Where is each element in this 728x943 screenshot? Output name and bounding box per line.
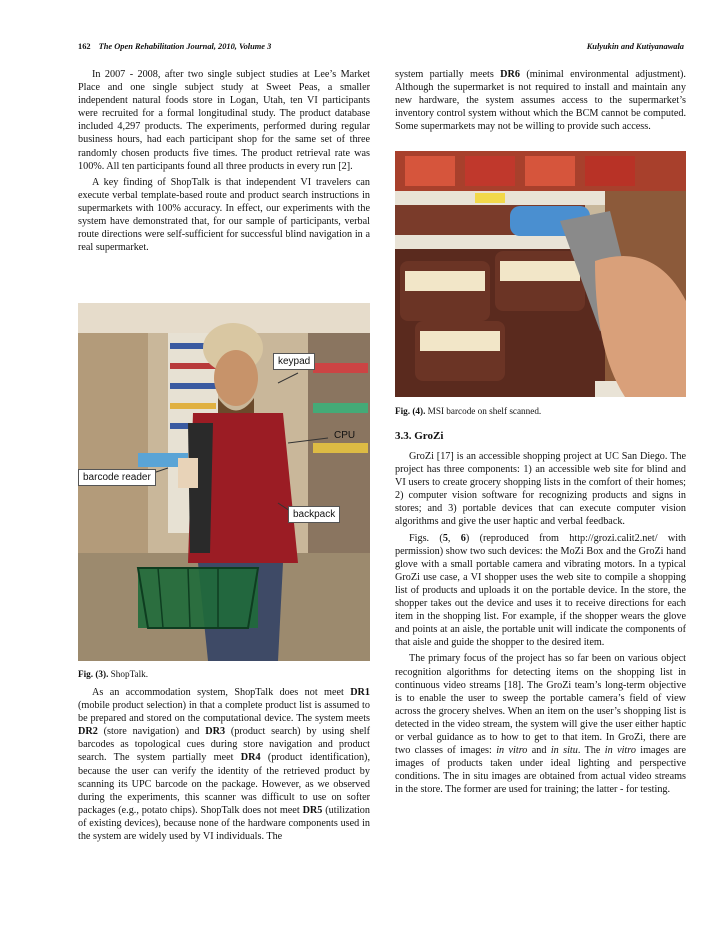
label-keypad: keypad xyxy=(273,353,315,370)
section-title: 3.3. GroZi xyxy=(395,430,444,442)
figure-3-caption xyxy=(78,669,148,679)
paragraph: As an accommodation system, ShopTalk does not meet DR1 (mobile product selection) in that a complete product list is assumed to be prepared and stored on the computational device. The system meets DR2 (store navigation) and DR3 (product search) by using shelf barcodes as topological cues during store navigation and product search. The system partially meet DR4 (product identification), because the user can verify the identity of the retrieved product by scanning its UPC barcode on the package. However, as we observed during the experiments, this scanner was difficult to use on softer packages (e.g., potato chips). ShopTalk does not meet DR5 (utilization of existing devices), because none of the hardware components used in the system are widely used by VI individuals. The xyxy=(78,687,370,843)
right-column-top xyxy=(395,68,686,136)
paragraph: system partially meets DR6 (minimal environmental adjustment). Although the supermarket is not required to install and maintain any new hardware, the system assumes access to the supermarket’s inventory control system without which the BCM cannot be computed. Some supermarkets may not be willing to provide such access. xyxy=(395,69,686,133)
authors: Kulyukin and Kutiyanawala xyxy=(586,42,684,51)
left-column-bottom xyxy=(78,686,370,846)
caption-text: MSI barcode on shelf scanned. xyxy=(427,406,542,416)
caption-text: ShopTalk. xyxy=(110,669,149,679)
paragraph: The primary focus of the project has so far been on various object recognition algorithms for detecting items on the shopping list in continuous video streams [18]. The GroZi team’s long-term objective is to enable the user to sweep the portable camera’s field of view across the grocery shelves. When an item on the user’s shopping list is detected in the video stream, the system will give the user either haptic or verbal guidance as to how to get to that item. In GroZi, there are two classes of images: in vitro and in situ. The in vitro images are images of products taken under ideal lighting and perspective conditions. The in situ images are obtained from actual video streams in the store. The former are used for training; the latter - for testing. xyxy=(395,653,686,796)
caption-label: Fig. (4). xyxy=(395,406,426,416)
page-number: 162 xyxy=(78,42,91,51)
left-column-top xyxy=(78,68,370,257)
paragraph: In 2007 - 2008, after two single subject studies at Lee’s Market Place and one single subject study at Sweet Peas, a smaller independent natural foods store in Logan, Utah, ten VI participants were recruited for a formal longitudinal study. The product database included 4,297 products. The experiments, performed during regular business hours, had each participant shop for the same set of three randomly chosen products five times. The product retrieval rate was 100%. All ten participants found all three products in every run [2]. xyxy=(78,69,370,172)
right-column-bottom xyxy=(395,450,686,799)
barcode-shelf-photo xyxy=(395,151,686,397)
paragraph: GroZi [17] is an accessible shopping project at UC San Diego. The project has three components: 1) an accessible web site for blind and VI users to create grocery shopping lists in the comfort of their homes; 2) computer vision software for recognizing products and signs in stores; and 3) portable devices that can execute computer vision algorithms and give the user haptic and verbal feedback. xyxy=(395,451,686,528)
figure-4-caption xyxy=(395,406,541,416)
figure-4-photo xyxy=(395,151,686,397)
running-header xyxy=(78,42,684,51)
journal-title: The Open Rehabilitation Journal, 2010, Volume 3 xyxy=(98,42,272,51)
label-barcode-reader: barcode reader xyxy=(78,469,156,486)
paragraph: A key finding of ShopTalk is that independent VI travelers can execute verbal template-based route and product search instructions in supermarkets with 100% accuracy. In effect, our experiments with the system have demonstrated that, for our sample of participants, verbal route directions were self-sufficient for successful blind navigation in a real supermarket. xyxy=(78,176,370,254)
label-backpack: backpack xyxy=(288,506,340,523)
label-cpu: CPU xyxy=(334,430,356,441)
figure-3-photo xyxy=(78,303,370,661)
caption-label: Fig. (3). xyxy=(78,669,109,679)
paragraph: Figs. (5, 6) (reproduced from http://grozi.calit2.net/ with permission) show two such devices: the MoZi Box and the GroZi hand glove with a small portable camera and vibrating motors. In a typical GroZi use case, a VI shopper uses the web site to compile a shopping list of products and uploads it on the portable device. In the store, the shopper takes out the device and uses it to receive directions for each item in the shopping list. For example, if the shopper wears the glove and points at an aisle, the portable unit will indicate the components of that aisle and guide the shopper to the desired item. xyxy=(395,532,686,649)
